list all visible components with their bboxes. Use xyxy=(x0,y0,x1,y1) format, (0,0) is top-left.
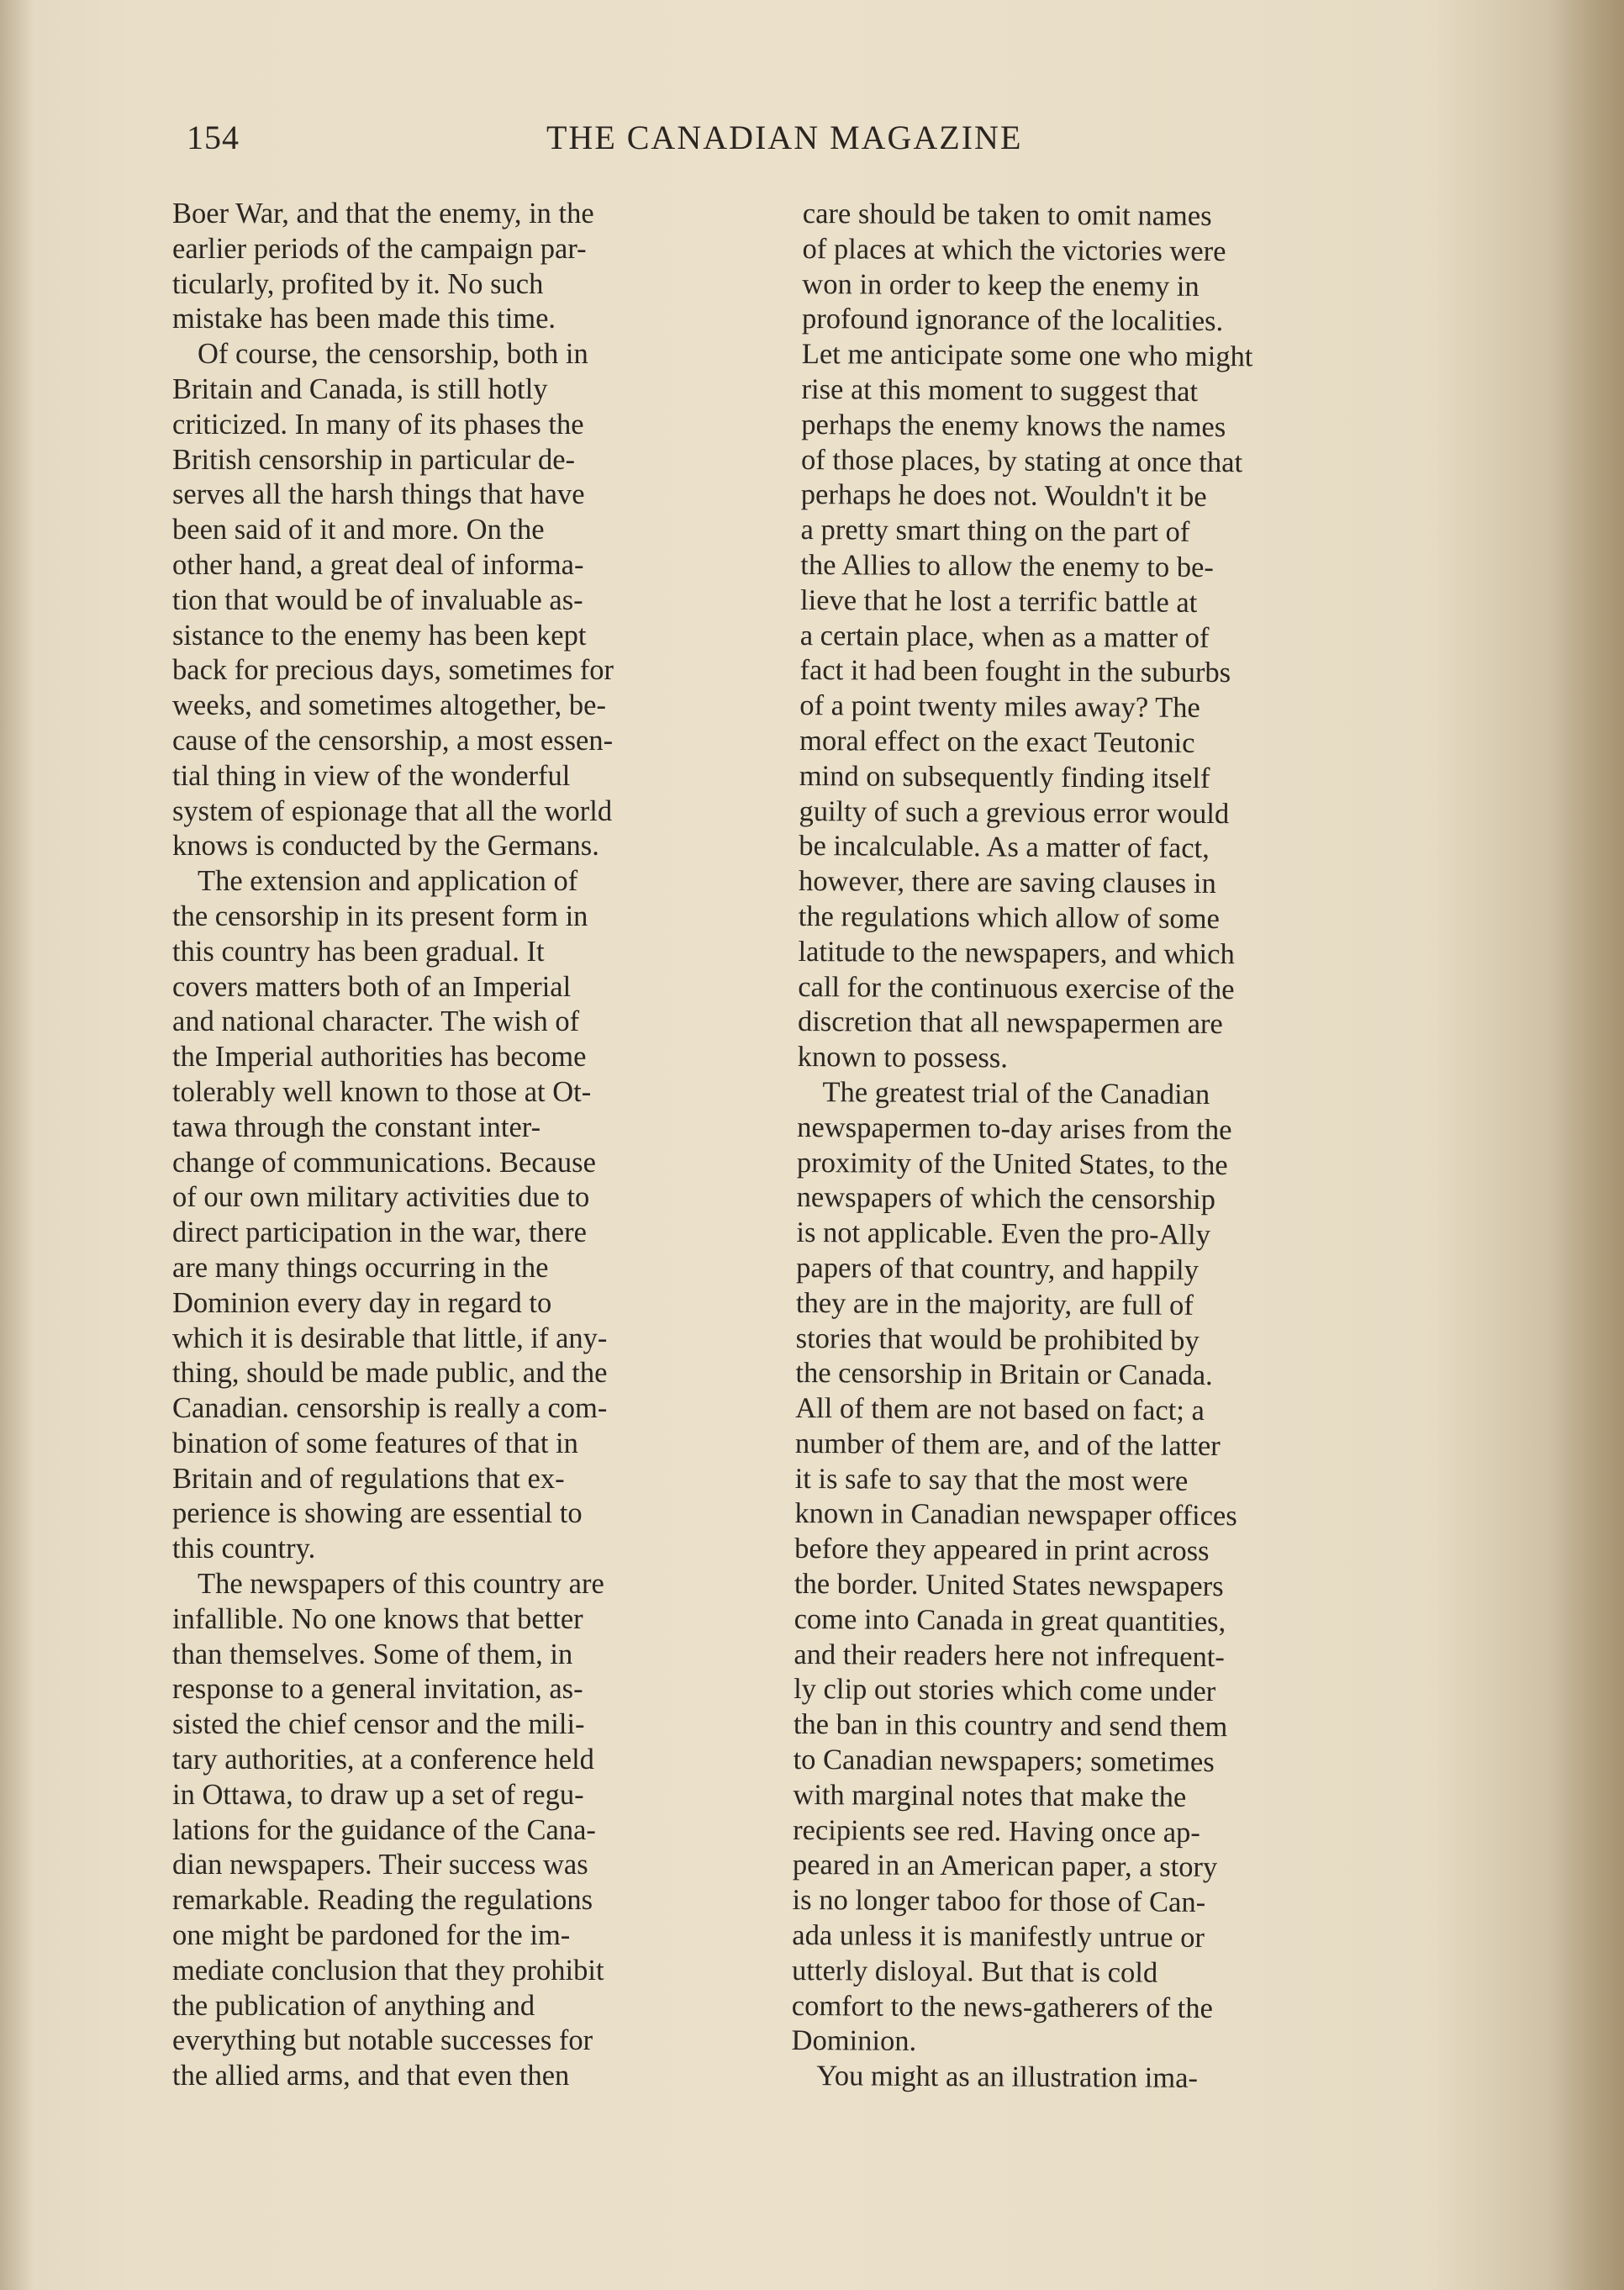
text-line: rise at this moment to suggest that xyxy=(801,372,1199,408)
text-line: thing, should be made public, and the xyxy=(172,1357,608,1390)
text-line: the Allies to allow the enemy to be- xyxy=(800,548,1214,583)
text-line: one might be pardoned for the im- xyxy=(172,1919,571,1952)
text-line: earlier periods of the campaign par- xyxy=(172,232,587,265)
left-text-column xyxy=(172,197,769,2094)
text-line: mediate conclusion that they prohibit xyxy=(172,1954,604,1987)
text-line: moral effect on the exact Teutonic xyxy=(799,724,1195,759)
text-line: is not applicable. Even the pro-Ally xyxy=(796,1216,1211,1252)
text-line: call for the continuous exercise of the xyxy=(798,970,1235,1005)
paragraph xyxy=(791,2059,1396,2097)
page-edge-shadow xyxy=(1548,0,1624,2290)
text-line: tial thing in view of the wonderful xyxy=(172,759,571,792)
text-line: Britain and Canada, is still hotly xyxy=(172,372,548,405)
text-line: number of them are, and of the latter xyxy=(794,1427,1221,1462)
text-line: response to a general invitation, as- xyxy=(172,1673,583,1706)
text-line: the publication of anything and xyxy=(172,1989,535,2022)
text-line: however, there are saving clauses in xyxy=(798,865,1216,900)
text-line: other hand, a great deal of informa- xyxy=(172,548,584,581)
text-line: recipients see red. Having once ap- xyxy=(793,1813,1200,1849)
text-line: ticularly, profited by it. No such xyxy=(172,267,544,300)
paragraph xyxy=(172,1567,769,2094)
text-line: system of espionage that all the world xyxy=(172,794,613,827)
text-line: mind on subsequently finding itself xyxy=(799,759,1210,794)
paragraph xyxy=(798,197,1408,1079)
text-line: in Ottawa, to draw up a set of regu- xyxy=(172,1778,584,1811)
text-line: utterly disloyal. But that is cold xyxy=(791,1954,1158,1989)
text-line: latitude to the newspapers, and which xyxy=(798,935,1235,970)
text-line: been said of it and more. On the xyxy=(172,514,545,546)
text-line: known in Canadian newspaper offices xyxy=(794,1497,1237,1533)
text-line: is no longer taboo for those of Can- xyxy=(792,1884,1206,1919)
text-line: All of them are not based on fact; a xyxy=(795,1392,1205,1427)
text-line: the regulations which allow of some xyxy=(798,900,1220,935)
text-line: everything but notable successes for xyxy=(172,2024,593,2057)
journal-title: THE CANADIAN MAGAZINE xyxy=(546,119,1023,156)
text-line: lations for the guidance of the Cana- xyxy=(172,1813,596,1846)
text-line: and national character. The wish of xyxy=(172,1005,580,1038)
text-line: it is safe to say that the most were xyxy=(794,1462,1189,1497)
text-line: before they appeared in print across xyxy=(794,1533,1210,1568)
right-text-column xyxy=(791,197,1408,2097)
text-line: Canadian. censorship is really a com- xyxy=(172,1392,608,1425)
text-line: sisted the chief censor and the mili- xyxy=(172,1708,585,1741)
text-line: be incalculable. As a matter of fact, xyxy=(799,830,1210,865)
running-head xyxy=(187,118,1414,168)
text-line: which it is desirable that little, if any- xyxy=(172,1322,608,1354)
text-line: of a point twenty miles away? The xyxy=(799,689,1200,725)
text-line: direct participation in the war, there xyxy=(172,1216,587,1249)
text-line: bination of some features of that in xyxy=(172,1427,578,1459)
text-line: of places at which the victories were xyxy=(802,232,1226,267)
text-line: tion that would be of invaluable as- xyxy=(172,583,583,616)
text-line: fact it had been fought in the suburbs xyxy=(799,654,1231,689)
text-line: the border. United States newspapers xyxy=(794,1568,1224,1603)
text-line: a certain place, when as a matter of xyxy=(799,619,1210,654)
text-line: tolerably well known to those at Ot- xyxy=(172,1075,592,1108)
text-line: back for precious days, sometimes for xyxy=(172,654,614,687)
text-line: the censorship in its present form in xyxy=(172,900,588,932)
text-line: sistance to the enemy has been kept xyxy=(172,619,587,652)
text-line: criticized. In many of its phases the xyxy=(172,408,584,441)
text-line: newspapers of which the censorship xyxy=(796,1181,1216,1216)
text-line: the Imperial authorities has become xyxy=(172,1041,587,1074)
text-line: the ban in this country and send them xyxy=(793,1708,1228,1744)
text-line: perience is showing are essential to xyxy=(172,1497,583,1530)
text-line: and their readers here not infrequent- xyxy=(794,1638,1225,1673)
page-number: 154 xyxy=(187,119,240,156)
text-line: known to possess. xyxy=(797,1041,1009,1074)
text-line: The newspapers of this country are xyxy=(198,1568,604,1601)
text-line: covers matters both of an Imperial xyxy=(172,970,572,1003)
text-line: come into Canada in great quantities, xyxy=(794,1602,1226,1638)
text-line: comfort to the news-gatherers of the xyxy=(791,1989,1213,2024)
text-line: cause of the censorship, a most essen- xyxy=(172,724,614,757)
text-line: proximity of the United States, to the xyxy=(796,1146,1228,1181)
text-line: of our own military activities due to xyxy=(172,1181,590,1214)
text-line: lieve that he lost a terrific battle at xyxy=(799,583,1198,619)
text-line: this country has been gradual. It xyxy=(172,935,545,968)
text-line: are many things occurring in the xyxy=(172,1251,549,1284)
text-line: Of course, the censorship, both in xyxy=(198,338,588,371)
text-line: newspapermen to-day arises from the xyxy=(797,1111,1232,1146)
text-line: Britain and of regulations that ex- xyxy=(172,1462,565,1495)
text-line: with marginal notes that make the xyxy=(793,1778,1187,1813)
text-line: remarkable. Reading the regulations xyxy=(172,1884,593,1917)
text-line: Dominion every day in regard to xyxy=(172,1286,552,1319)
text-line: this country. xyxy=(172,1533,316,1565)
text-line: change of communications. Because xyxy=(172,1146,596,1179)
text-line: The greatest trial of the Canadian xyxy=(822,1076,1210,1111)
text-line: than themselves. Some of them, in xyxy=(172,1638,573,1670)
text-line: ly clip out stories which come under xyxy=(794,1673,1216,1708)
text-line: of those places, by stating at once that xyxy=(800,443,1243,478)
text-line: knows is conducted by the Germans. xyxy=(172,830,599,863)
paragraph xyxy=(172,864,769,1567)
text-line: dian newspapers. Their success was xyxy=(172,1849,588,1881)
text-line: Boer War, and that the enemy, in the xyxy=(172,198,594,230)
text-line: profound ignorance of the localities. xyxy=(801,303,1224,338)
text-line: the allied arms, and that even then xyxy=(172,2060,570,2092)
text-line: tawa through the constant inter- xyxy=(172,1111,541,1143)
text-line: mistake has been made this time. xyxy=(172,303,556,335)
text-line: to Canadian newspapers; sometimes xyxy=(793,1744,1215,1779)
text-line: stories that would be prohibited by xyxy=(795,1322,1200,1357)
text-line: guilty of such a grevious error would xyxy=(799,794,1230,830)
text-line: Dominion. xyxy=(791,2024,917,2058)
text-line: discretion that all newspapermen are xyxy=(797,1005,1223,1041)
text-line: infallible. No one knows that better xyxy=(172,1602,583,1635)
text-line: Let me anticipate some one who might xyxy=(801,338,1253,373)
text-line: papers of that country, and happily xyxy=(796,1251,1200,1286)
text-line: they are in the majority, are full of xyxy=(795,1286,1194,1322)
text-line: a pretty smart thing on the part of xyxy=(800,514,1190,548)
paragraph xyxy=(172,197,769,337)
text-line: ada unless it is manifestly untrue or xyxy=(792,1919,1205,1955)
text-line: British censorship in particular de- xyxy=(172,443,576,476)
paragraph xyxy=(791,1075,1402,2063)
text-line: The extension and application of xyxy=(198,865,578,898)
text-line: perhaps he does not. Wouldn't it be xyxy=(800,478,1207,514)
paragraph xyxy=(172,337,769,864)
text-line: You might as an illustration ima- xyxy=(816,2060,1199,2095)
text-line: won in order to keep the enemy in xyxy=(802,267,1200,303)
text-line: perhaps the enemy knows the names xyxy=(801,408,1226,443)
text-line: the censorship in Britain or Canada. xyxy=(795,1357,1213,1392)
spine-shadow xyxy=(0,0,34,2290)
text-line: weeks, and sometimes altogether, be- xyxy=(172,689,606,722)
text-line: peared in an American paper, a story xyxy=(792,1849,1218,1884)
text-line: care should be taken to omit names xyxy=(802,197,1212,232)
text-line: tary authorities, at a conference held xyxy=(172,1744,594,1776)
text-line: serves all the harsh things that have xyxy=(172,478,585,511)
